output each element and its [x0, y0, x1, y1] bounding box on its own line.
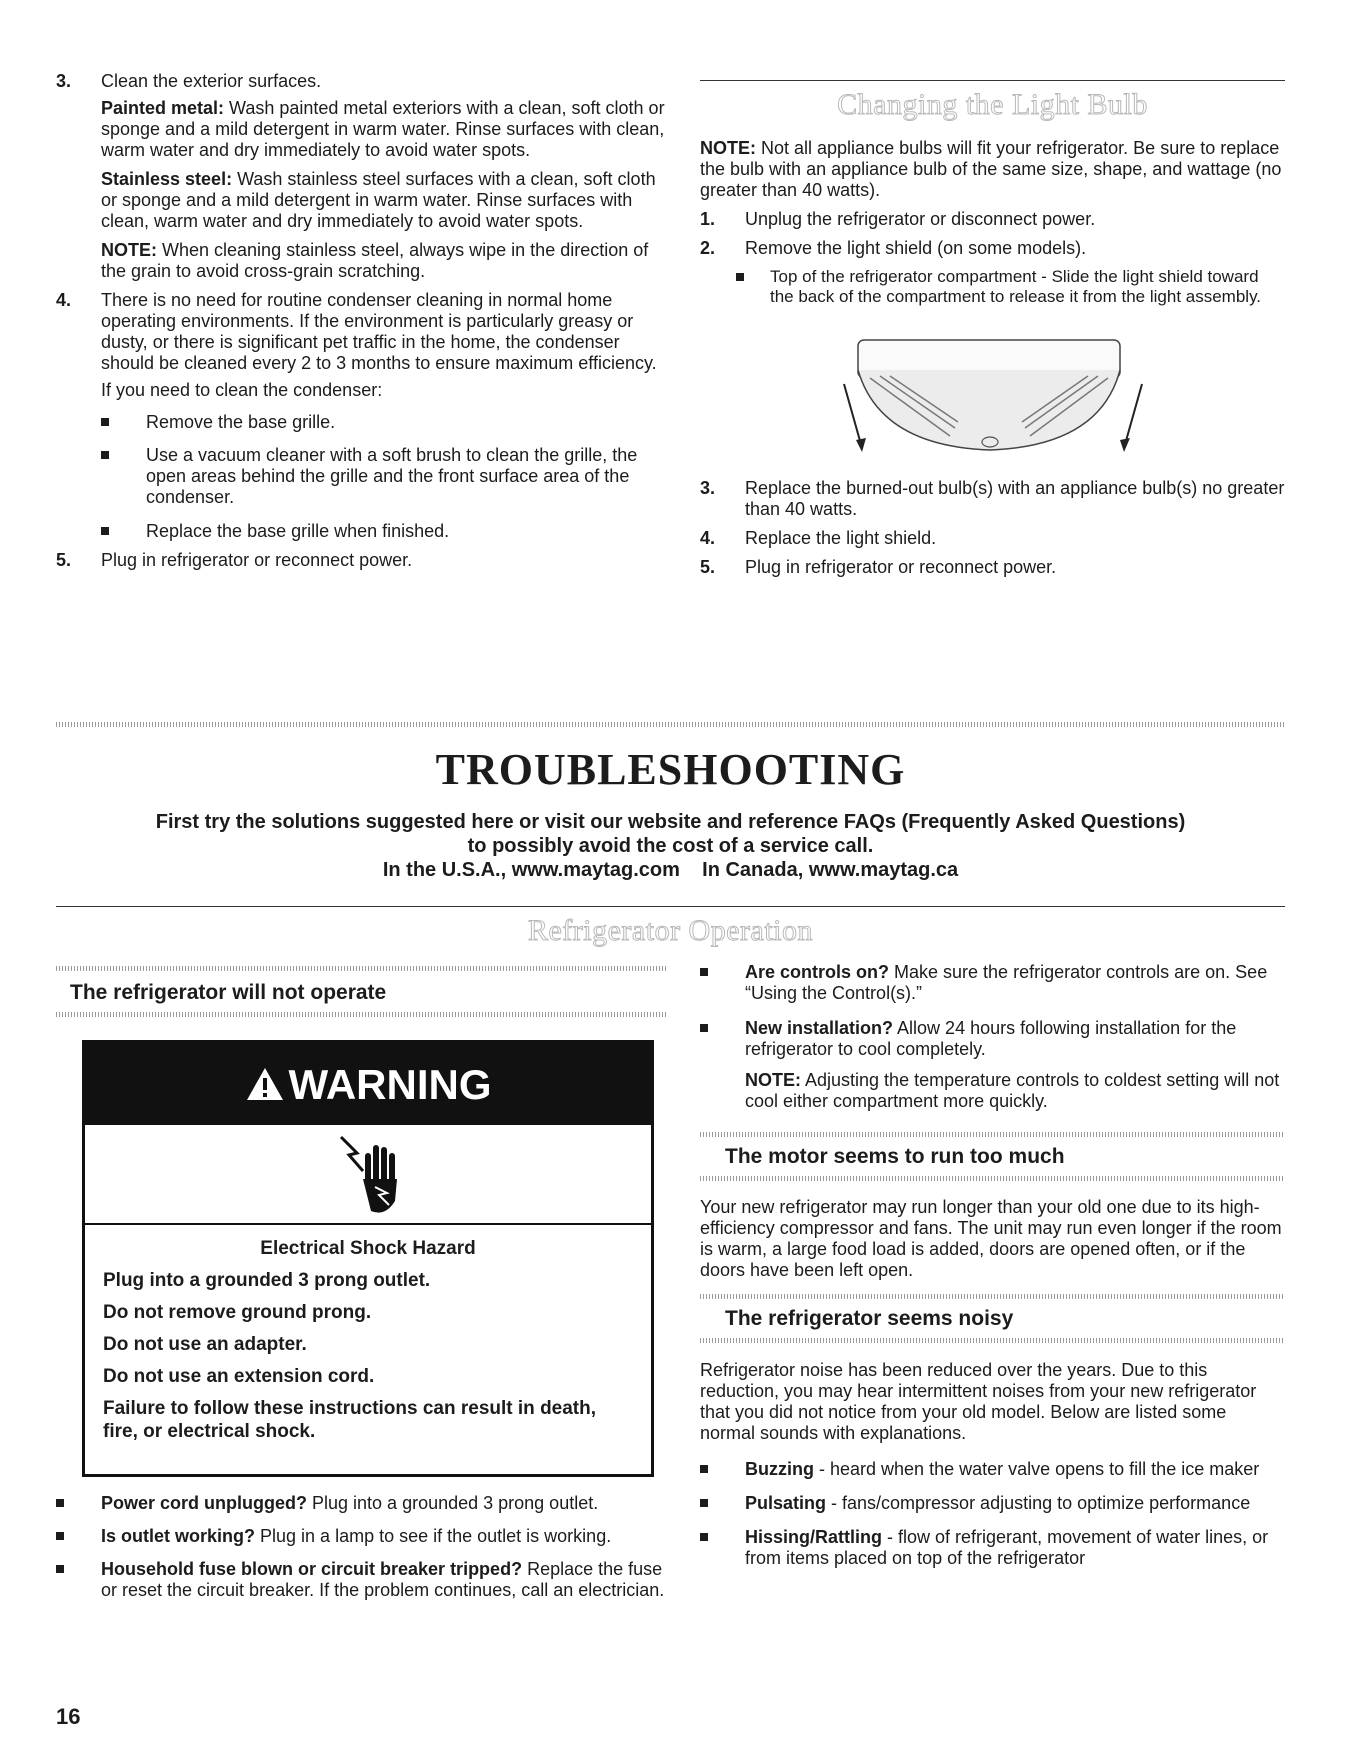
step-text: Plug in refrigerator or reconnect power.: [101, 550, 413, 570]
painted-metal-label: Painted metal:: [101, 98, 225, 118]
power-checks: [56, 1493, 666, 1601]
hazard-title: Electrical Shock Hazard: [260, 1238, 476, 1259]
note-label: NOTE:: [101, 240, 157, 260]
bullet-label: New installation?: [745, 1018, 894, 1038]
arrow-right-icon: [1124, 384, 1142, 448]
will-not-operate-heading: The refrigerator will not operate: [70, 981, 387, 1004]
list-item: [700, 1493, 1285, 1514]
bullet-label: Is outlet working?: [101, 1526, 256, 1546]
bullet-icon: [101, 527, 109, 535]
warning-title: WARNING: [288, 1060, 492, 1108]
condenser-intro: If you need to clean the condenser:: [101, 380, 383, 400]
bulb-heading: Changing the Light Bulb: [837, 88, 1148, 121]
bullet-icon: [101, 418, 109, 426]
bulb-step-1: [700, 209, 1285, 230]
warning-line: Do not remove ground prong.: [103, 1302, 372, 1323]
bullet-label: Buzzing: [745, 1459, 814, 1479]
warning-line: Do not use an adapter.: [103, 1334, 307, 1355]
step-number: 3.: [700, 478, 716, 498]
warning-symbol-area: [85, 1125, 651, 1225]
step-number: 5.: [56, 550, 72, 570]
noise-list: [700, 1459, 1285, 1569]
bullet-label: Power cord unplugged?: [101, 1493, 307, 1513]
step-number: 4.: [56, 290, 72, 310]
step-number: 3.: [56, 71, 72, 91]
bullet-label: Hissing/Rattling: [745, 1527, 883, 1547]
list-item: [700, 1527, 1285, 1569]
light-shield-illustration: [840, 336, 1150, 466]
stainless-label: Stainless steel:: [101, 169, 233, 189]
step-number: 1.: [700, 209, 716, 229]
bullet-text: - fans/compressor adjusting to optimize performance: [826, 1493, 1251, 1513]
stainless-text: Wash stainless steel surfaces with a clean, soft cloth or sponge and a mild detergent in warm water. Rinse surfaces with clean, warm water and dry immediately to avoid water spots.: [101, 169, 656, 231]
motor-text: Your new refrigerator may run longer than your old one due to its high-efficiency compressor and fans. The unit may run even longer if the room is warm, a large food load is added, doors are opened often, or if the doors have been left open.: [700, 1197, 1282, 1280]
intro-line: In the U.S.A., www.maytag.com In Canada, www.maytag.ca: [382, 859, 959, 881]
bullet-text: Top of the refrigerator compartment - Slide the light shield toward the back of the compartment to release it from the light assembly.: [770, 267, 1262, 306]
bullet-text: Remove the base grille.: [146, 412, 336, 432]
bullet-text: Plug in a lamp to see if the outlet is working.: [255, 1526, 612, 1546]
bullet-icon: [700, 1465, 708, 1473]
stainless-note: [101, 240, 666, 282]
list-item: [56, 1526, 666, 1547]
controls-checks: [700, 962, 1285, 1112]
page-number: 16: [56, 1704, 81, 1729]
step-text: Replace the burned-out bulb(s) with an appliance bulb(s) no greater than 40 watts.: [745, 478, 1285, 519]
bullet-label: Household fuse blown or circuit breaker tripped?: [101, 1559, 523, 1579]
bullet-icon: [700, 1533, 708, 1541]
warning-header: [85, 1043, 651, 1125]
subhead-rule-bottom: [56, 1012, 666, 1017]
subhead-rule-bottom: [700, 1176, 1285, 1181]
bullet-text: Use a vacuum cleaner with a soft brush to clean the grille, the open areas behind the grille and the front surface area of the condenser.: [146, 445, 638, 507]
motor-heading: The motor seems to run too much: [725, 1145, 1065, 1168]
bulb-step-4: [700, 528, 1285, 549]
section-divider: [56, 722, 1285, 727]
step-text: Replace the light shield.: [745, 528, 937, 548]
note-text: Adjusting the temperature controls to coldest setting will not cool either compartment more quickly.: [745, 1070, 1280, 1111]
warning-line: Do not use an extension cord.: [103, 1366, 375, 1387]
bullet-label: Pulsating: [745, 1493, 827, 1513]
step-text: There is no need for routine condenser cleaning in normal home operating environments. If the environment is particularly greasy or dusty, or there is significant pet traffic in the home, the condenser should be cleaned every 2 to 3 months to ensure maximum efficiency.: [101, 290, 657, 373]
warning-box: [82, 1040, 654, 1477]
section-rule: [56, 906, 1285, 907]
bullet-icon: [700, 968, 708, 976]
list-item: [101, 521, 666, 542]
bulb-step-5: [700, 557, 1285, 578]
bulb-step-2: [700, 238, 1285, 259]
subhead-rule-top: [56, 966, 666, 971]
bullet-icon: [736, 273, 744, 281]
step-number: 5.: [700, 557, 716, 577]
step-5: [56, 550, 666, 571]
arrow-left-icon: [844, 384, 862, 448]
step-text: Remove the light shield (on some models).: [745, 238, 1087, 258]
note-text: When cleaning stainless steel, always wipe in the direction of the grain to avoid cross-grain scratching.: [101, 240, 649, 281]
list-item: [56, 1559, 666, 1601]
bullet-text: Plug into a grounded 3 prong outlet.: [307, 1493, 599, 1513]
bullet-icon: [700, 1024, 708, 1032]
intro-line: First try the solutions suggested here or visit our website and reference FAQs (Frequently Asked Questions): [155, 811, 1186, 833]
bulb-note: [700, 138, 1285, 201]
bullet-icon: [101, 451, 109, 459]
bullet-icon: [56, 1532, 64, 1540]
list-item: [101, 412, 666, 433]
bullet-text: Make sure the refrigerator controls are on. See “Using the Control(s).”: [745, 962, 1268, 1003]
step-text: Clean the exterior surfaces.: [101, 71, 322, 91]
list-item: [56, 1493, 666, 1514]
step-4: [56, 290, 666, 542]
noisy-text: Refrigerator noise has been reduced over the years. Due to this reduction, you may hear intermittent noises from your new refrigerator that you did not notice from your old model. Below are listed some normal sounds with explanations.: [700, 1360, 1257, 1443]
step-text: Plug in refrigerator or reconnect power.: [745, 557, 1057, 577]
subhead-rule-bottom: [700, 1338, 1285, 1343]
note-label: NOTE:: [700, 138, 756, 158]
bulb-section: [700, 138, 1285, 307]
note-text: Not all appliance bulbs will fit your refrigerator. Be sure to replace the bulb with an appliance bulb of the same size, shape, and wattage (no greater than 40 watts).: [700, 138, 1282, 200]
bullet-label: Are controls on?: [745, 962, 890, 982]
painted-metal-text: Wash painted metal exteriors with a clean, soft cloth or sponge and a mild detergent in warm water. Rinse surfaces with clean, warm water and dry immediately to avoid water spots.: [101, 98, 665, 160]
list-item: [700, 1018, 1285, 1060]
list-item: [700, 1459, 1285, 1480]
bullet-text: - heard when the water valve opens to fill the ice maker: [814, 1459, 1260, 1479]
step-number: 2.: [700, 238, 716, 258]
painted-metal-para: [101, 98, 666, 161]
note-label: NOTE:: [745, 1070, 801, 1090]
operation-heading: Refrigerator Operation: [527, 914, 814, 947]
bullet-icon: [56, 1565, 64, 1573]
bulb-top-rule: [700, 80, 1285, 81]
warning-body: [85, 1225, 651, 1443]
bullet-icon: [56, 1499, 64, 1507]
stainless-para: [101, 169, 666, 232]
troubleshooting-title: TROUBLESHOOTING: [435, 745, 906, 794]
adjust-note: [745, 1070, 1285, 1112]
bullet-text: Replace the fuse or reset the circuit breaker. If the problem continues, call an electrician.: [101, 1559, 665, 1600]
intro-line: to possibly avoid the cost of a service call.: [467, 835, 874, 857]
step-3: [56, 71, 666, 282]
list-item: [101, 445, 666, 508]
bulb-step-3: [700, 478, 1285, 520]
bullet-icon: [700, 1499, 708, 1507]
list-item: [700, 962, 1285, 1004]
step-text: Unplug the refrigerator or disconnect power.: [745, 209, 1096, 229]
warning-line: Failure to follow these instructions can result in death, fire, or electrical shock.: [103, 1398, 597, 1442]
bullet-text: - flow of refrigerant, movement of water lines, or from items placed on top of the refrigerator: [745, 1527, 1269, 1568]
step-number: 4.: [700, 528, 716, 548]
subhead-rule-top: [700, 1294, 1285, 1299]
subhead-rule-top: [700, 1132, 1285, 1137]
troubleshooting-intro: [56, 810, 1285, 882]
bulb-steps-after: [700, 478, 1285, 578]
bullet-text: Replace the base grille when finished.: [146, 521, 450, 541]
warning-line: Plug into a grounded 3 prong outlet.: [103, 1270, 431, 1291]
cleaning-section: [56, 71, 666, 571]
bulb-bullet: [736, 267, 1285, 307]
electric-shock-hand-icon: [335, 1131, 415, 1221]
bullet-text: Allow 24 hours following installation for the refrigerator to cool completely.: [745, 1018, 1237, 1059]
noisy-heading: The refrigerator seems noisy: [725, 1307, 1014, 1330]
alert-triangle-icon: [245, 1066, 285, 1102]
